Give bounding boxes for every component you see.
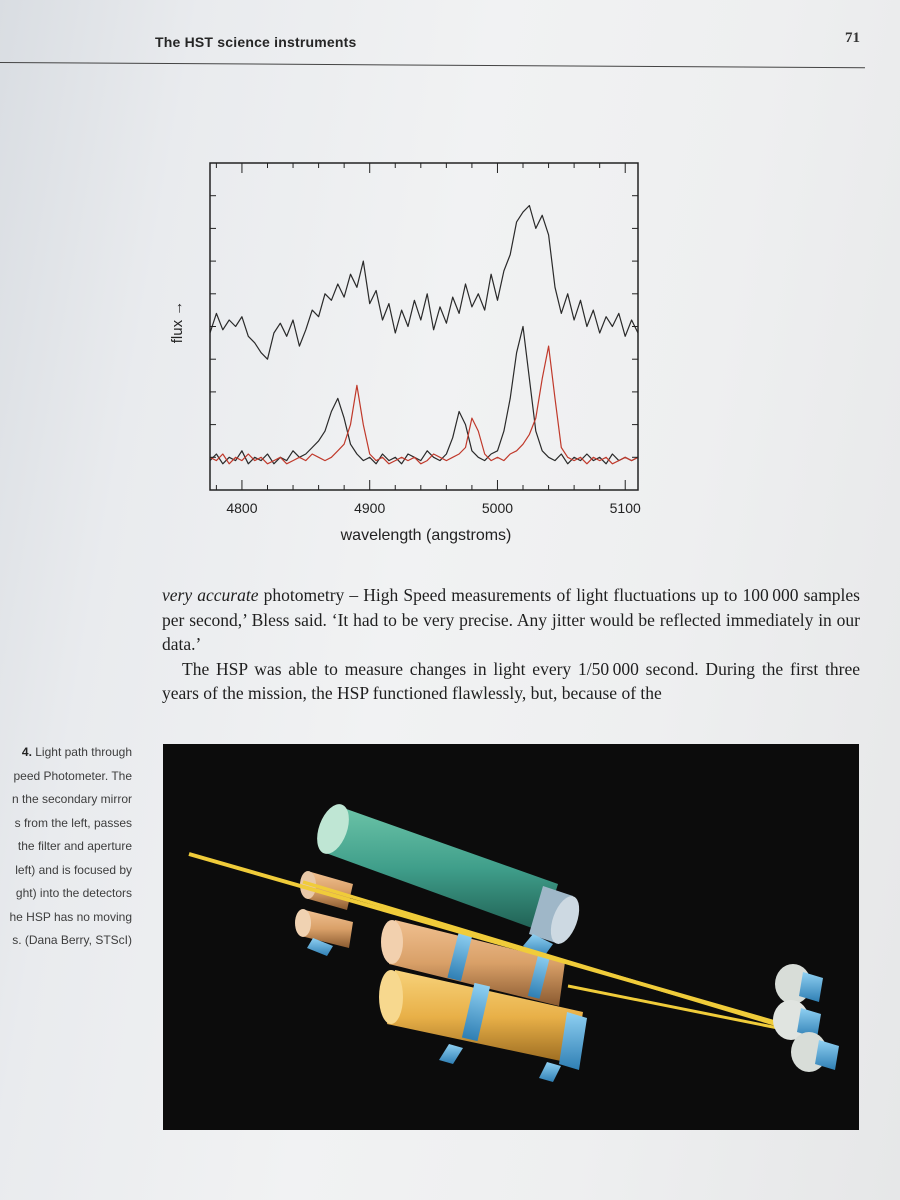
- x-tick-labels: [226, 500, 641, 516]
- caption-line: [0, 741, 132, 765]
- caption-text: the filter and aperture: [17, 839, 132, 853]
- paragraph-1-emphasis: very accurate: [162, 585, 259, 605]
- running-header-title: The HST science instruments: [155, 34, 357, 50]
- x-tick-label: 5000: [481, 500, 514, 516]
- series-line-2: [210, 327, 638, 464]
- caption-text: s. (Dana Berry, STScI): [12, 933, 132, 947]
- plot-frame: [210, 163, 638, 490]
- caption-line: [0, 882, 132, 906]
- page-number: 71: [845, 30, 860, 46]
- y-axis-label: flux →: [169, 300, 186, 344]
- spectrum-chart: [160, 150, 650, 550]
- caption-line: [0, 788, 132, 812]
- header-rule: [0, 62, 865, 68]
- hsp-light-path-illustration: [163, 744, 859, 1130]
- caption-line: [0, 765, 132, 789]
- caption-line: [0, 812, 132, 836]
- caption-text: ght) into the detectors: [15, 886, 132, 900]
- caption-line: [0, 835, 132, 859]
- caption-text: n the secondary mirror: [11, 792, 132, 806]
- x-axis-label: wavelength (angstroms): [340, 527, 512, 544]
- hsp-illustration-svg: [163, 744, 859, 1130]
- caption-text: peed Photometer. The: [13, 768, 132, 783]
- caption-text: s from the left, passes: [14, 815, 132, 830]
- chart-series-group: [210, 206, 638, 464]
- caption-text: Light path through: [31, 745, 132, 759]
- body-text: [162, 583, 860, 706]
- paragraph-1-text: photometry – High Speed measurements of light fluctuations up to 100 000 samples per second,’ Bless said. ‘It had to be very precise. Any jitter would be reflected immediately in our data.’: [162, 585, 860, 654]
- series-line-1: [210, 206, 638, 360]
- caption-text: left) and is focused by: [15, 862, 132, 877]
- right-aperture-disks: [773, 964, 839, 1072]
- caption-line: [0, 859, 132, 883]
- x-tick-label: 4800: [226, 500, 258, 516]
- x-tick-label: 5100: [609, 500, 641, 516]
- paragraph-2: The HSP was able to measure changes in light every 1/50 000 second. During the first three years of the mission, the HSP functioned flawlessly, but, because of the: [162, 658, 860, 703]
- caption-figure-number: 4.: [21, 745, 32, 759]
- series-line-3: [210, 346, 638, 464]
- x-tick-label: 4900: [354, 500, 386, 516]
- caption-text: he HSP has no moving: [9, 909, 132, 924]
- caption-line: [0, 906, 132, 930]
- paragraph-1: [162, 583, 860, 657]
- figure-caption: [0, 741, 132, 953]
- axis-ticks: [210, 163, 638, 490]
- caption-line: [0, 929, 132, 953]
